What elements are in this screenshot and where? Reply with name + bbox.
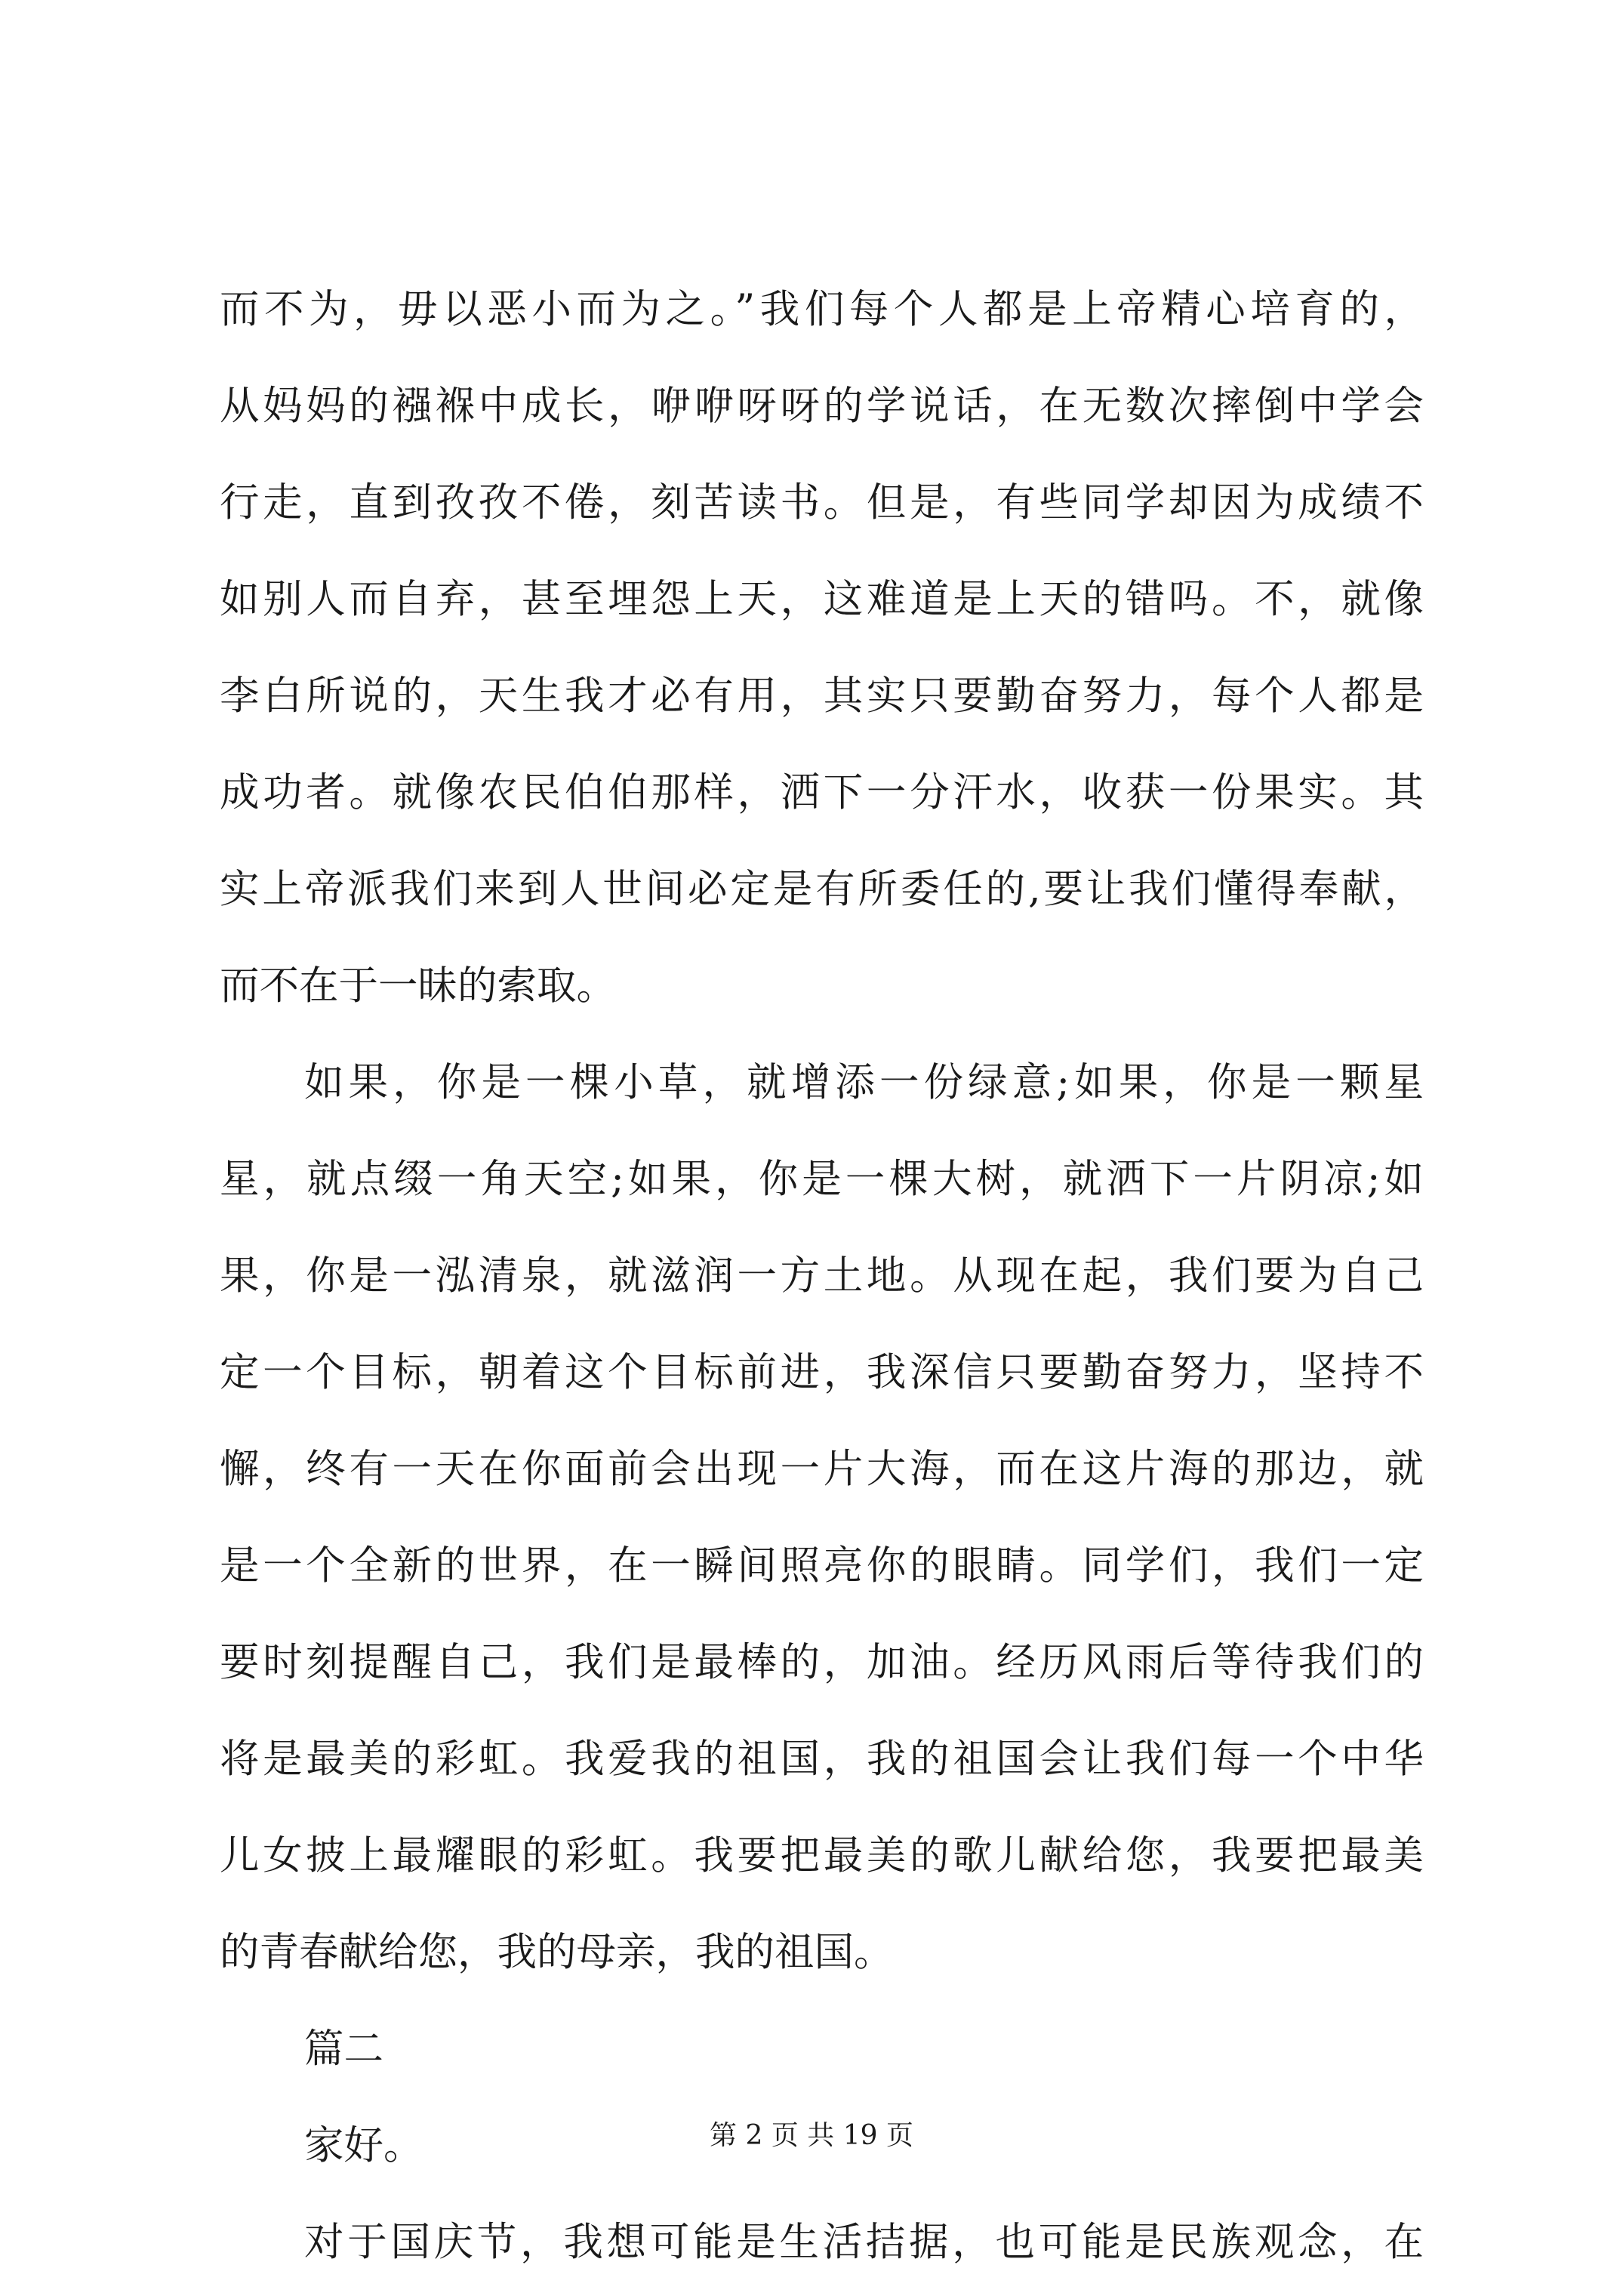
text-line: 果，你是一泓清泉，就滋润一方土地。从现在起，我们要为自己 [220, 1253, 1424, 1299]
text-line: 如别人而自弃，甚至埋怨上天，这难道是上天的错吗。不，就像 [220, 576, 1424, 622]
text-line: 定一个目标，朝着这个目标前进，我深信只要勤奋努力，坚持不 [220, 1349, 1424, 1395]
text-line: 实上帝派我们来到人世间必定是有所委任的,要让我们懂得奉献， [220, 866, 1424, 912]
paragraph-first-line: 如果，你是一棵小草，就增添一份绿意;如果，你是一颗星 [304, 1059, 1424, 1105]
text-line: 而不在于一昧的索取。 [220, 963, 617, 1009]
text-line: 懈，终有一天在你面前会出现一片大海，而在这片海的那边，就 [220, 1446, 1424, 1492]
body-text [220, 261, 1424, 2291]
section-heading: 篇二 [304, 2026, 384, 2072]
text-line: 将是最美的彩虹。我爱我的祖国，我的祖国会让我们每一个中华 [220, 1736, 1424, 1782]
text-line: 而不为，毋以恶小而为之。”我们每个人都是上帝精心培育的， [220, 286, 1424, 332]
text-line: 要时刻提醒自己，我们是最棒的，加油。经历风雨后等待我们的 [220, 1639, 1424, 1685]
text-line: 的青春献给您，我的母亲，我的祖国。 [220, 1929, 894, 1975]
text-line: 李白所说的，天生我才必有用，其实只要勤奋努力，每个人都是 [220, 673, 1424, 719]
text-line: 行走，直到孜孜不倦，刻苦读书。但是，有些同学却因为成绩不 [220, 479, 1424, 525]
text-line: 星，就点缀一角天空;如果，你是一棵大树，就洒下一片阴凉;如 [220, 1156, 1424, 1202]
text-line: 是一个全新的世界，在一瞬间照亮你的眼睛。同学们，我们一定 [220, 1542, 1424, 1589]
text-line: 从妈妈的襁褓中成长，咿咿呀呀的学说话，在无数次摔倒中学会 [220, 383, 1424, 429]
text-line: 成功者。就像农民伯伯那样，洒下一分汗水，收获一份果实。其 [220, 769, 1424, 815]
greeting-line: 家好。 [304, 2122, 423, 2168]
page-number-footer: 第 2 页 共 19 页 [710, 2120, 913, 2151]
text-line: 儿女披上最耀眼的彩虹。我要把最美的歌儿献给您，我要把最美 [220, 1832, 1424, 1878]
paragraph-first-line: 对于国庆节，我想可能是生活拮据，也可能是民族观念，在 [304, 2219, 1424, 2265]
